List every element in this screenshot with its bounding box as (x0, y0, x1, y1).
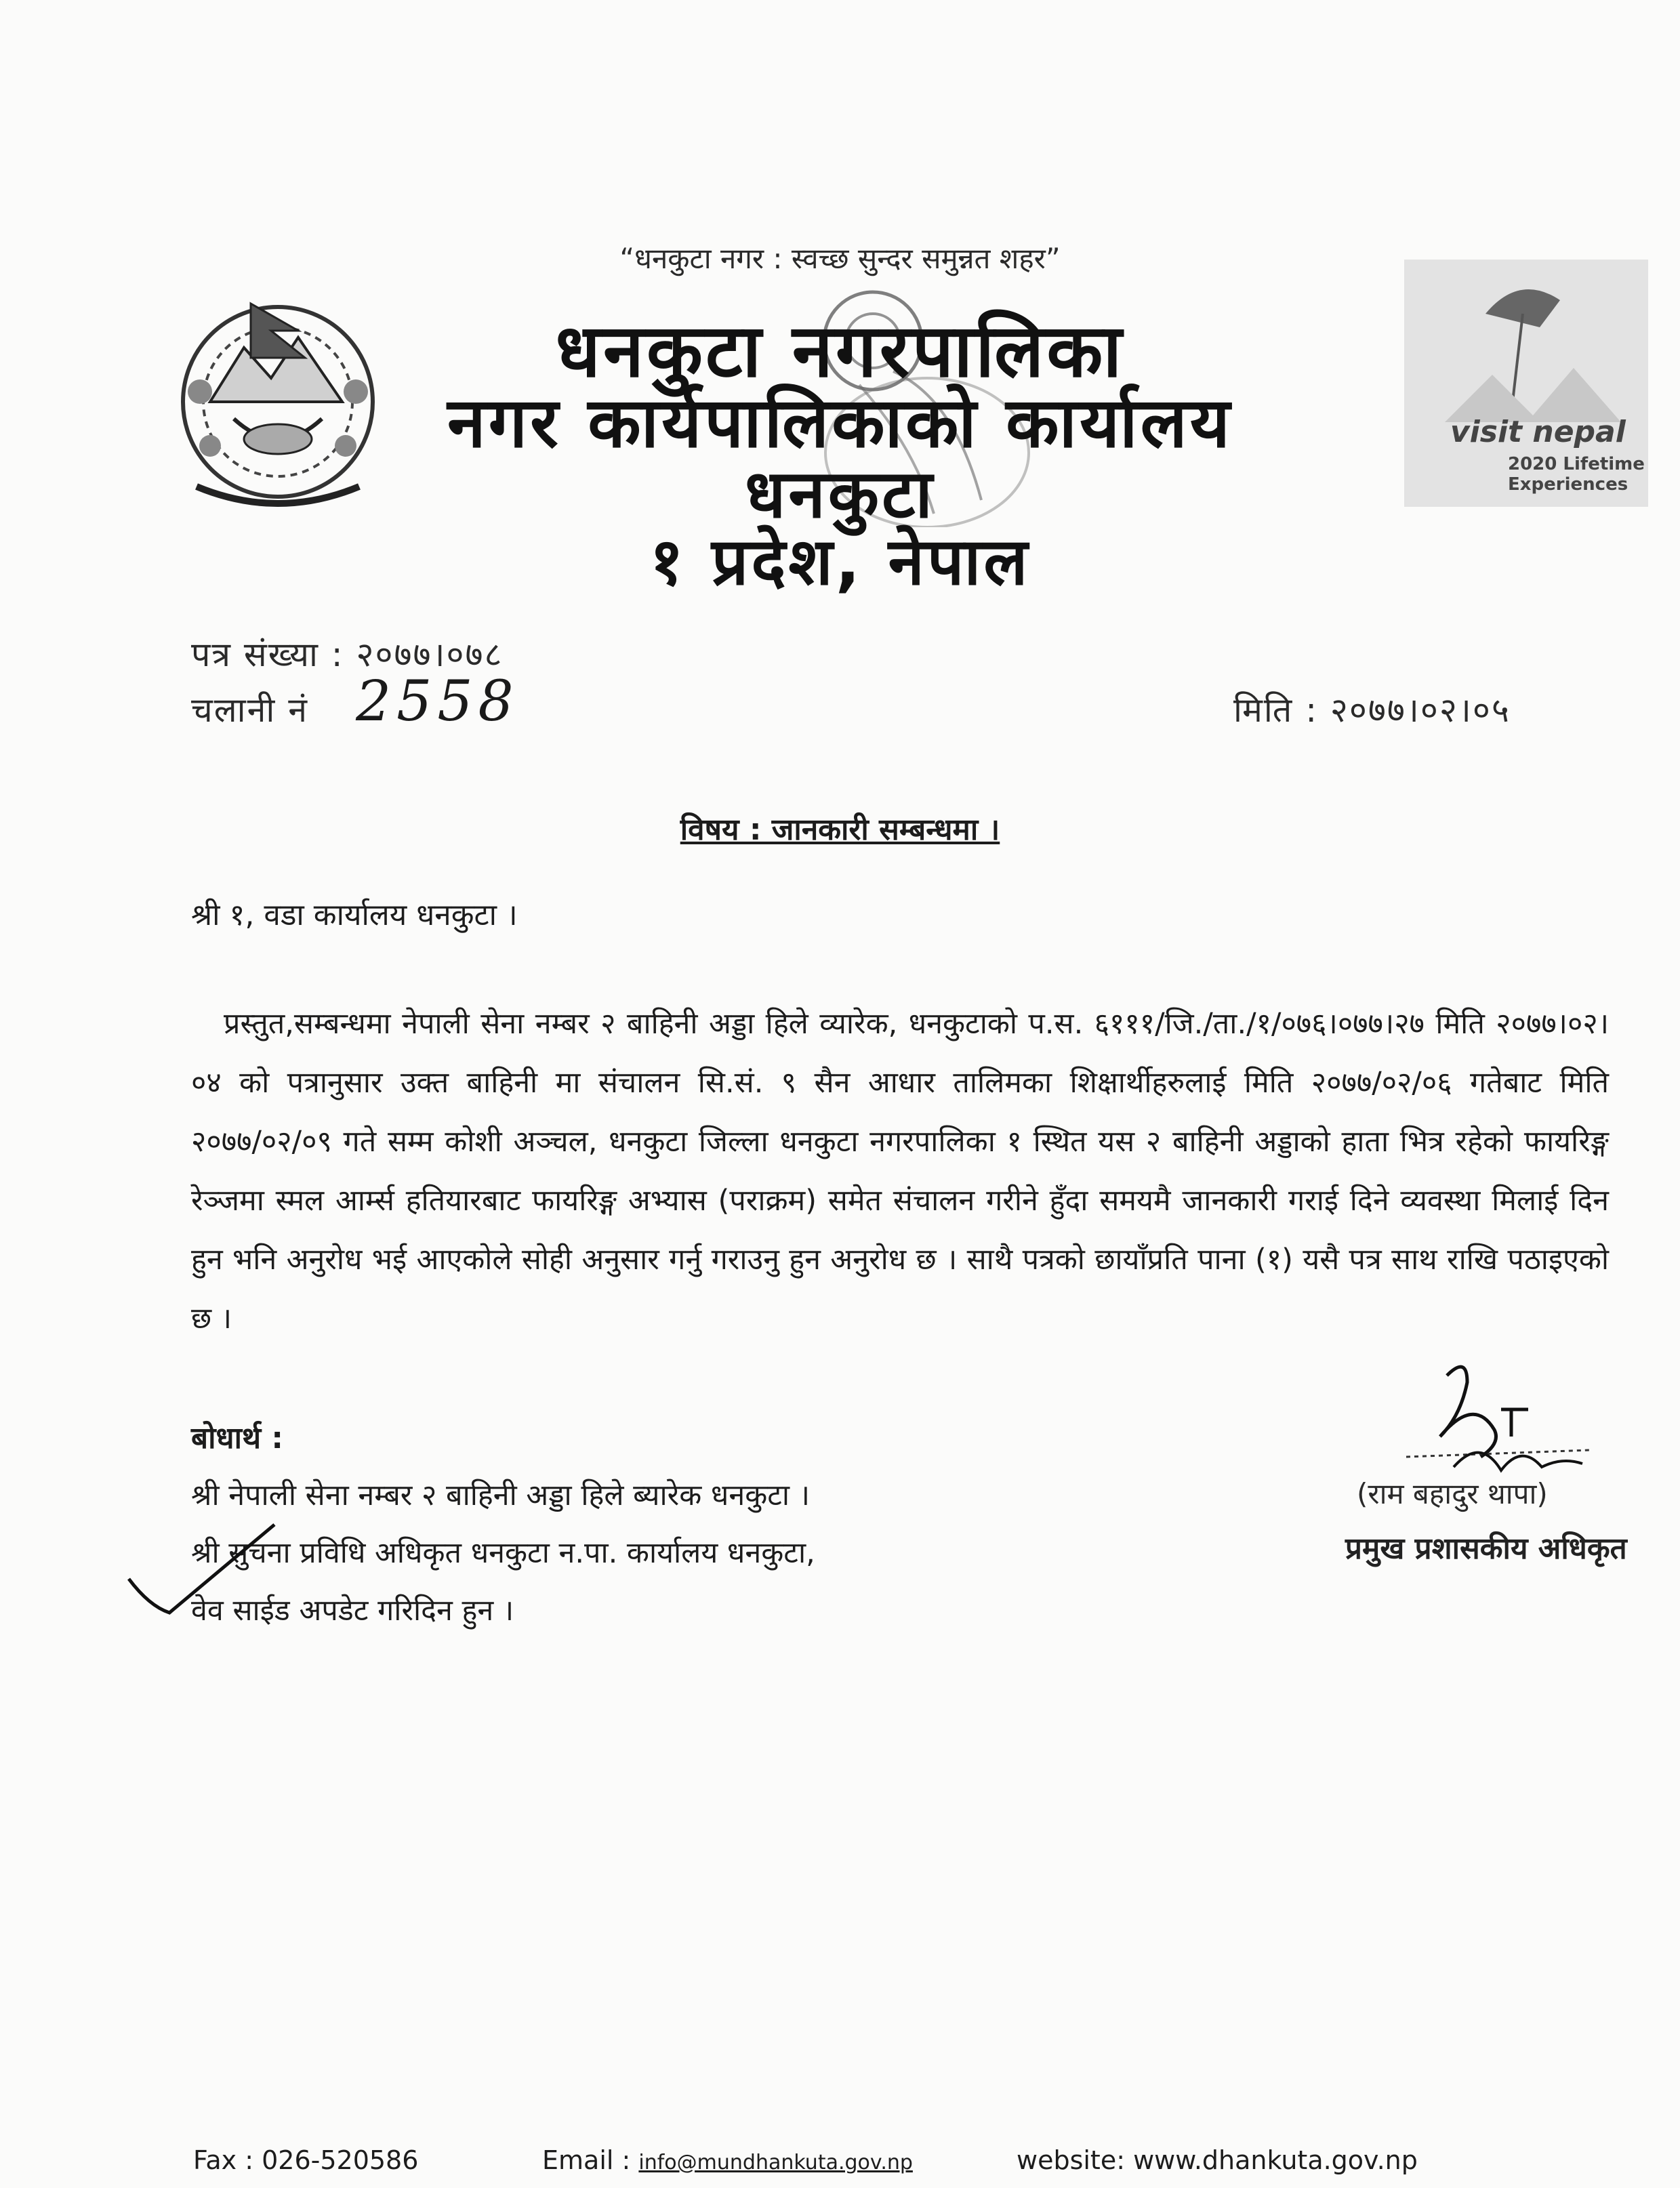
footer-email (542, 2145, 913, 2175)
header-district: धनकुटा (745, 456, 935, 533)
cc-item: वेव साईड अपडेट गरिदिन हुन । (191, 1594, 514, 1628)
letter-addressee: श्री १, वडा कार्यालय धनकुटा । (191, 898, 518, 932)
dispatch-number-handwritten: 2558 (356, 669, 519, 734)
letter-subject: विषय : जानकारी सम्बन्धमा । (680, 812, 1000, 847)
cc-item: श्री सुचना प्रविधि अधिकृत धनकुटा न.पा. कार्यालय धनकुटा, (191, 1536, 815, 1570)
visit-nepal-year: 2020 Lifetime Experiences (1508, 454, 1645, 495)
footer-website[interactable]: website: www.dhankuta.gov.np (1017, 2145, 1418, 2175)
municipality-motto: “धनकुटा नगर : स्वच्छ सुन्दर समुन्नत शहर” (619, 242, 1061, 275)
dispatch-label: चलानी नं (191, 690, 308, 730)
header-municipality-name: धनकुटा नगरपालिका (555, 309, 1125, 394)
footer-fax: Fax : 026-520586 (193, 2145, 419, 2175)
visit-nepal-text: visit nepal (1450, 415, 1626, 449)
handwritten-tick-icon (122, 1518, 278, 1619)
signatory-name: (राम बहादुर थापा) (1357, 1477, 1548, 1510)
signatory-title: प्रमुख प्रशासकीय अधिकृत (1345, 1531, 1627, 1566)
header-office-name: नगर कार्यपालिकाको कार्यालय (447, 383, 1233, 463)
letter-date: मिति : २०७७।०२।०५ (1233, 690, 1511, 730)
header-province: १ प्रदेश, नेपाल (649, 524, 1031, 600)
letter-body: प्रस्तुत,सम्बन्धमा नेपाली सेना नम्बर २ बाहिनी अड्डा हिले व्यारेक, धनकुटाको प.स. ६१११/जि./ता./१/०७६।०७७।२७ मिति २०७७।०२।०४ को पत्रानुसार उक्त बाहिनी मा संचालन सि.सं. ९ सैन आधार तालिमका शिक्षार्थीहरुलाई मिति २०७७/०२/०६ गतेबाट मिति २०७७/०२/०९ गते सम्म कोशी अञ्चल, धनकुटा जिल्ला धनकुटा नगरपालिका १ स्थित यस २ बाहिनी अड्डाको हाता भित्र रहेको फायरिङ्ग रेञ्जमा स्मल आर्म्स हतियारबाट फायरिङ्ग अभ्यास (पराक्रम) समेत संचालन गरीने हुँदा समयमै जानकारी गराई दिने व्यवस्था मिलाई दिन हुन भनि अनुरोध भई आएकोले सोही अनुसार गर्नु गराउनु हुन अनुरोध छ । साथै पत्रको छायाँप्रति पाना (१) यसै पत्र साथ राखि पठाइएको छ । (191, 1007, 1609, 1336)
letter-number: पत्र संख्या : २०७७।०७८ (191, 635, 504, 674)
footer-email-label: Email : (542, 2145, 639, 2175)
cc-item: श्री नेपाली सेना नम्बर २ बाहिनी अड्डा हिले ब्यारेक धनकुटा । (191, 1479, 811, 1512)
cc-title: बोधार्थ : (191, 1421, 284, 1456)
footer-email-link[interactable]: info@mundhankuta.gov.np (638, 2151, 913, 2174)
